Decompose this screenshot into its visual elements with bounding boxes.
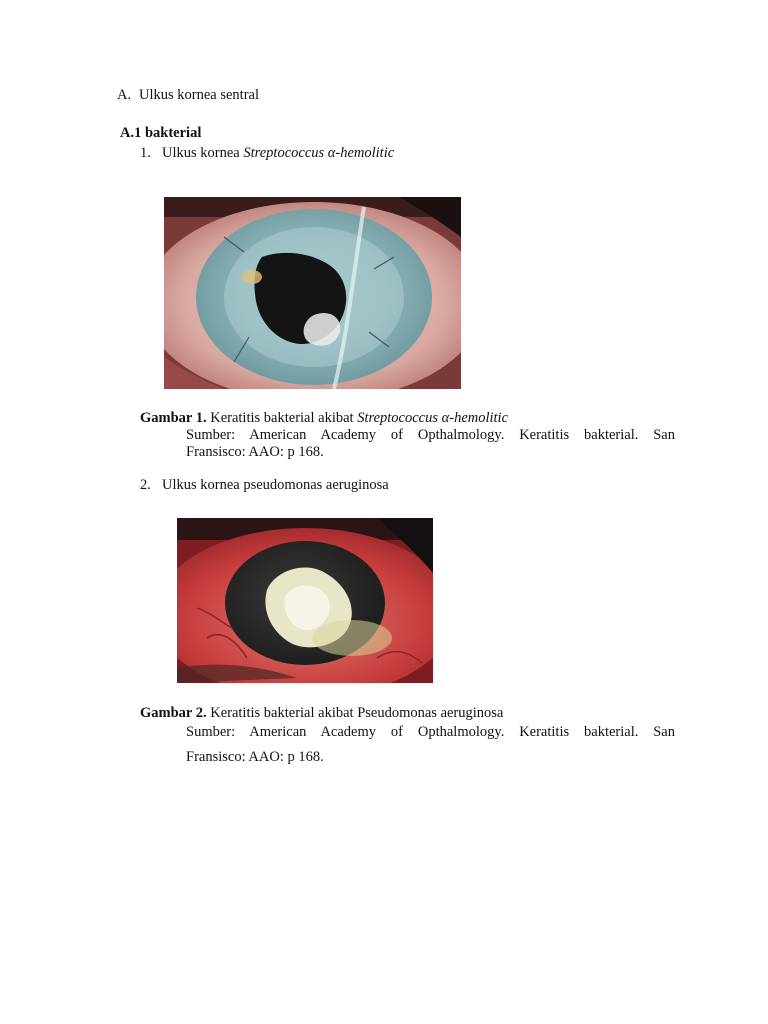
- section-heading: [117, 87, 259, 104]
- subsection-title: A.1 bakterial: [120, 125, 202, 141]
- list-item-text: Ulkus kornea pseudomonas aeruginosa: [162, 477, 389, 493]
- figure-2-source-line-1: Sumber: American Academy of Opthalmology. Keratitis bakterial. San: [186, 724, 675, 740]
- figure-1-photo: [164, 197, 461, 389]
- section-marker: A.: [117, 87, 132, 103]
- figure-1-source-line-2: Fransisco: AAO: p 168.: [186, 444, 324, 460]
- figure-2-label: Gambar 2.: [140, 705, 207, 721]
- figure-1-label: Gambar 1.: [140, 410, 207, 426]
- list-item: [140, 145, 394, 162]
- figure-1-caption: [140, 410, 508, 427]
- figure-2-source-line-2: Fransisco: AAO: p 168.: [186, 749, 324, 765]
- figure-1-source-line-1: Sumber: American Academy of Opthalmology. Keratitis bakterial. San: [186, 427, 675, 443]
- section-title: Ulkus kornea sentral: [139, 87, 259, 103]
- figure-2-caption: [140, 705, 503, 722]
- figure-2-caption-text: Keratitis bakterial akibat Pseudomonas aeruginosa: [210, 705, 504, 721]
- list-item-number: 2.: [140, 477, 151, 493]
- list-item: [140, 477, 389, 494]
- list-item-italic-text: Streptococcus α-hemolitic: [243, 145, 395, 161]
- figure-2-photo: [177, 518, 433, 683]
- list-item-text: Ulkus kornea: [162, 145, 240, 161]
- list-item-number: 1.: [140, 145, 151, 161]
- figure-1-caption-italic: Streptococcus α-hemolitic: [357, 410, 509, 426]
- figure-1-caption-text: Keratitis bakterial akibat: [210, 410, 354, 426]
